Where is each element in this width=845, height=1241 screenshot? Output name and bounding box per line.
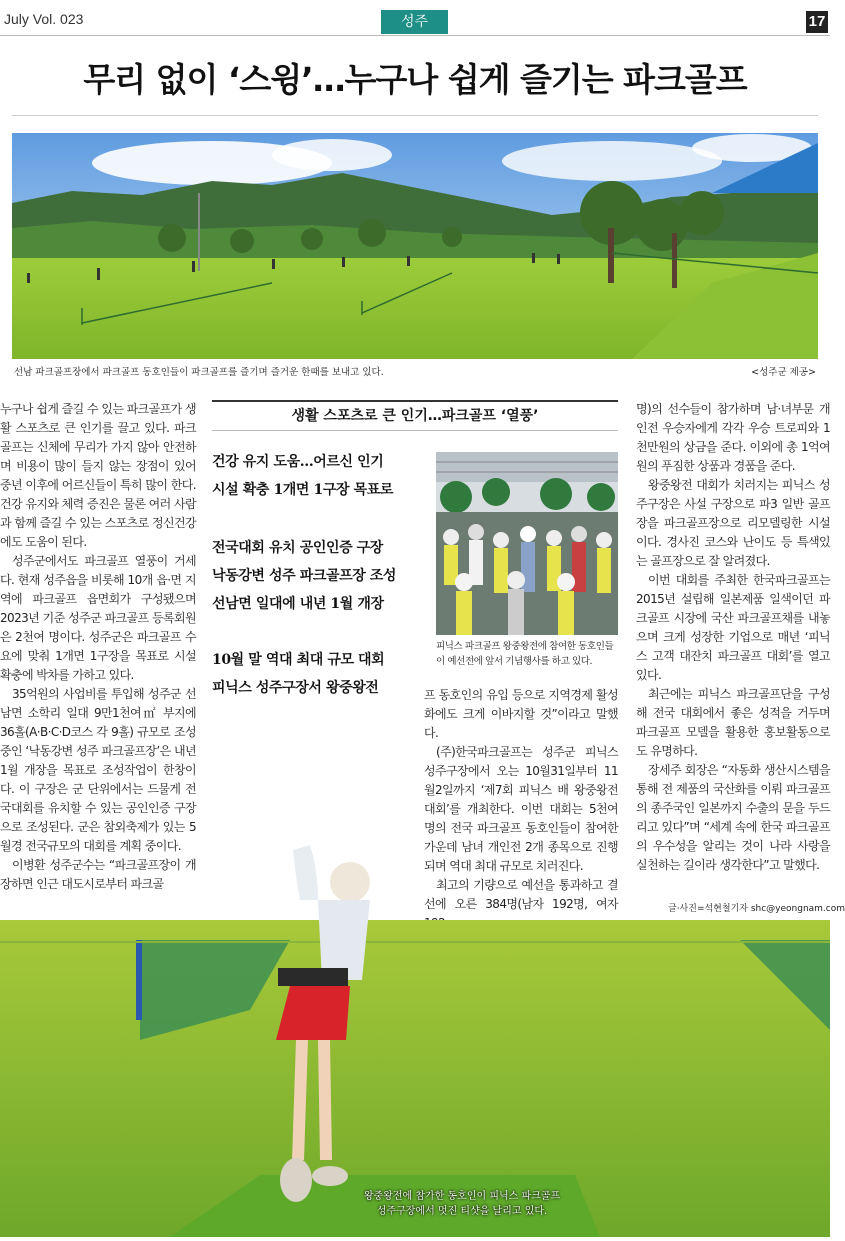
caption-line: 성주구장에서 멋진 티샷을 날리고 있다. — [376, 1206, 548, 1217]
pull-quote-1 — [212, 448, 427, 504]
pull-quote-line: 전국대회 유치 공인인증 구장 — [212, 540, 383, 556]
section-subhead: 생활 스포츠로 큰 인기…파크골프 ‘열풍’ — [212, 400, 618, 431]
paragraph: 최근에는 피닉스 파크골프단을 구성해 전국 대회에서 좋은 성적을 거두며 파크골프 모델을 활용한 홍보활동으로도 유명하다. — [636, 687, 830, 758]
paragraph: 장세주 회장은 “자동화 생산시스템을 통해 전 제품의 국산화를 이뤄 파크골프의 종주국인 일본까지 수출의 문을 두드리고 있다”며 “세계 속에 한국 파크골프의 우수성을 알리는 것이 나라 사랑을 실천하는 길이라 생각한다”고 말했다. — [636, 763, 830, 872]
pull-quote-line: 피닉스 성주구장서 왕중왕전 — [212, 680, 379, 696]
page-header — [0, 0, 830, 36]
pull-quote-line: 시설 확충 1개면 1구장 목표로 — [212, 482, 393, 498]
page-title: 무리 없이 ‘스윙’…누구나 쉽게 즐기는 파크골프 — [83, 60, 747, 99]
golfer-photo — [0, 920, 830, 1237]
paragraph: (주)한국파크골프는 성주군 피닉스 성주구장에서 오는 10월31일부터 11월2일까지 ‘제7회 피닉스 배 왕중왕전 대회’를 개최한다. 이번 대회는 5천여 명의 전국 파크골프 동호인들이 참여한 가운데 남녀 개인전 2개 종목으로 진행되며 역대 최대 규모로 치러진다. — [424, 745, 618, 873]
paragraph: 누구나 쉽게 즐길 수 있는 파크골프가 생활 스포츠로 큰 인기를 끌고 있다. 파크골프는 신체에 무리가 가지 않아 안전하며 비용이 많이 들지 않는 장점이 있어 중년 이후에 어르신들이 특히 많이 한다. 건강 유지와 체력 증진은 물론 여러 사람과 함께 즐길 수 있는 스포츠로 정신건강에도 도움이 된다. — [0, 402, 196, 549]
pull-quote-line: 낙동강변 성주 파크골프장 조성 — [212, 568, 397, 584]
pull-quote-line: 선남면 일대에 내년 1월 개장 — [212, 596, 384, 612]
pull-quote-2 — [212, 534, 427, 618]
paragraph: 최고의 기량으로 예선을 통과하고 결선에 오른 384명(남자 192명, 여자 — [424, 878, 618, 911]
golfer-photo-caption — [362, 1189, 562, 1219]
title-divider — [12, 115, 818, 116]
paragraph: 이번 대회를 주최한 한국파크골프는 2015년 설립해 일본제품 일색이던 파크골프 시장에 국산 파크골프채를 내놓으며 크게 성장한 기업으로 매년 ‘피닉스 고객 대잔치 파크골프 대회’를 열고 있다. — [636, 573, 830, 682]
region-tag: 성주 — [381, 10, 448, 34]
paragraph: 35억원의 사업비를 투입해 성주군 선남면 소학리 일대 9만1천여㎡ 부지에 36홀(A·B·C·D코스 각 9홀) 규모로 조성 중인 ‘낙동강변 성주 파크골프장’은 내년 1월 개장을 목표로 조성작업이 한창이다. 이 구장은 군 단위에서는 드물게 전국대회를 유치할 수 있는 공인인증 구장으로 조성된다. 군은 참외축제가 있는 5월경 전국규모의 대회를 계획 중이다. — [0, 687, 196, 853]
article-column-3 — [636, 400, 830, 898]
main-photo-caption: 선남 파크골프장에서 파크골프 동호인들이 파크골프를 즐기며 즐거운 한때를 보내고 있다. — [14, 367, 384, 378]
article-column-2 — [424, 686, 618, 918]
caption-line: 왕중왕전에 참가한 동호인이 피닉스 파크골프 — [363, 1191, 561, 1202]
paragraph: 명)의 선수들이 참가하며 남·녀부문 개인전 우승자에게 각각 우승 트로피와 1천만원의 상금을 준다. 이외에 총 1억여 원의 푸짐한 상품과 경품을 준다. — [636, 402, 830, 473]
inset-photo — [436, 452, 618, 635]
pull-quote-3 — [212, 646, 427, 702]
inset-photo-caption: 피닉스 파크골프 왕중왕전에 참여한 동호인들이 예선전에 앞서 기념행사를 하고 있다. — [436, 641, 614, 667]
header-divider — [0, 35, 830, 36]
pull-quote-line: 10월 말 역대 최대 규모 대회 — [212, 652, 385, 668]
pull-quote-line: 건강 유지 도움…어르신 인기 — [212, 454, 384, 470]
paragraph: 성주군에서도 파크골프 열풍이 거세다. 현재 성주읍을 비롯해 10개 읍·면 지역에 파크골프 읍면회가 구성됐으며 2023년 기준 성주군 파크골프 등록회원은 2천여 명이다. 성주군은 파크골프 수요에 맞춰 1개면 1구장을 목표로 시설 확충에 박차를 가하고 있다. — [0, 554, 196, 682]
article-column-1 — [0, 400, 196, 920]
page-number: 17 — [806, 11, 828, 33]
paragraph: 이병환 성주군수는 “파크골프장이 개장하면 인근 대도시로부터 파크골 — [0, 858, 196, 891]
paragraph: 프 동호인의 유입 등으로 지역경제 활성화에도 크게 이바지할 것”이라고 말했다. — [424, 688, 618, 740]
main-photo — [12, 133, 818, 359]
paragraph: 왕중왕전 대회가 치러지는 피닉스 성주구장은 사설 구장으로 파3 일반 골프장을 파크골프장으로 리모델링한 시설이다. 경사진 코스와 난이도 등 특색있는 골프장으로 잘 알려졌다. — [636, 478, 830, 568]
byline: 글·사진=석현철기자 shc@yeongnam.com — [668, 904, 845, 914]
volume-label: July Vol. 023 — [4, 11, 84, 27]
photo-credit: <성주군 제공> — [751, 367, 816, 378]
